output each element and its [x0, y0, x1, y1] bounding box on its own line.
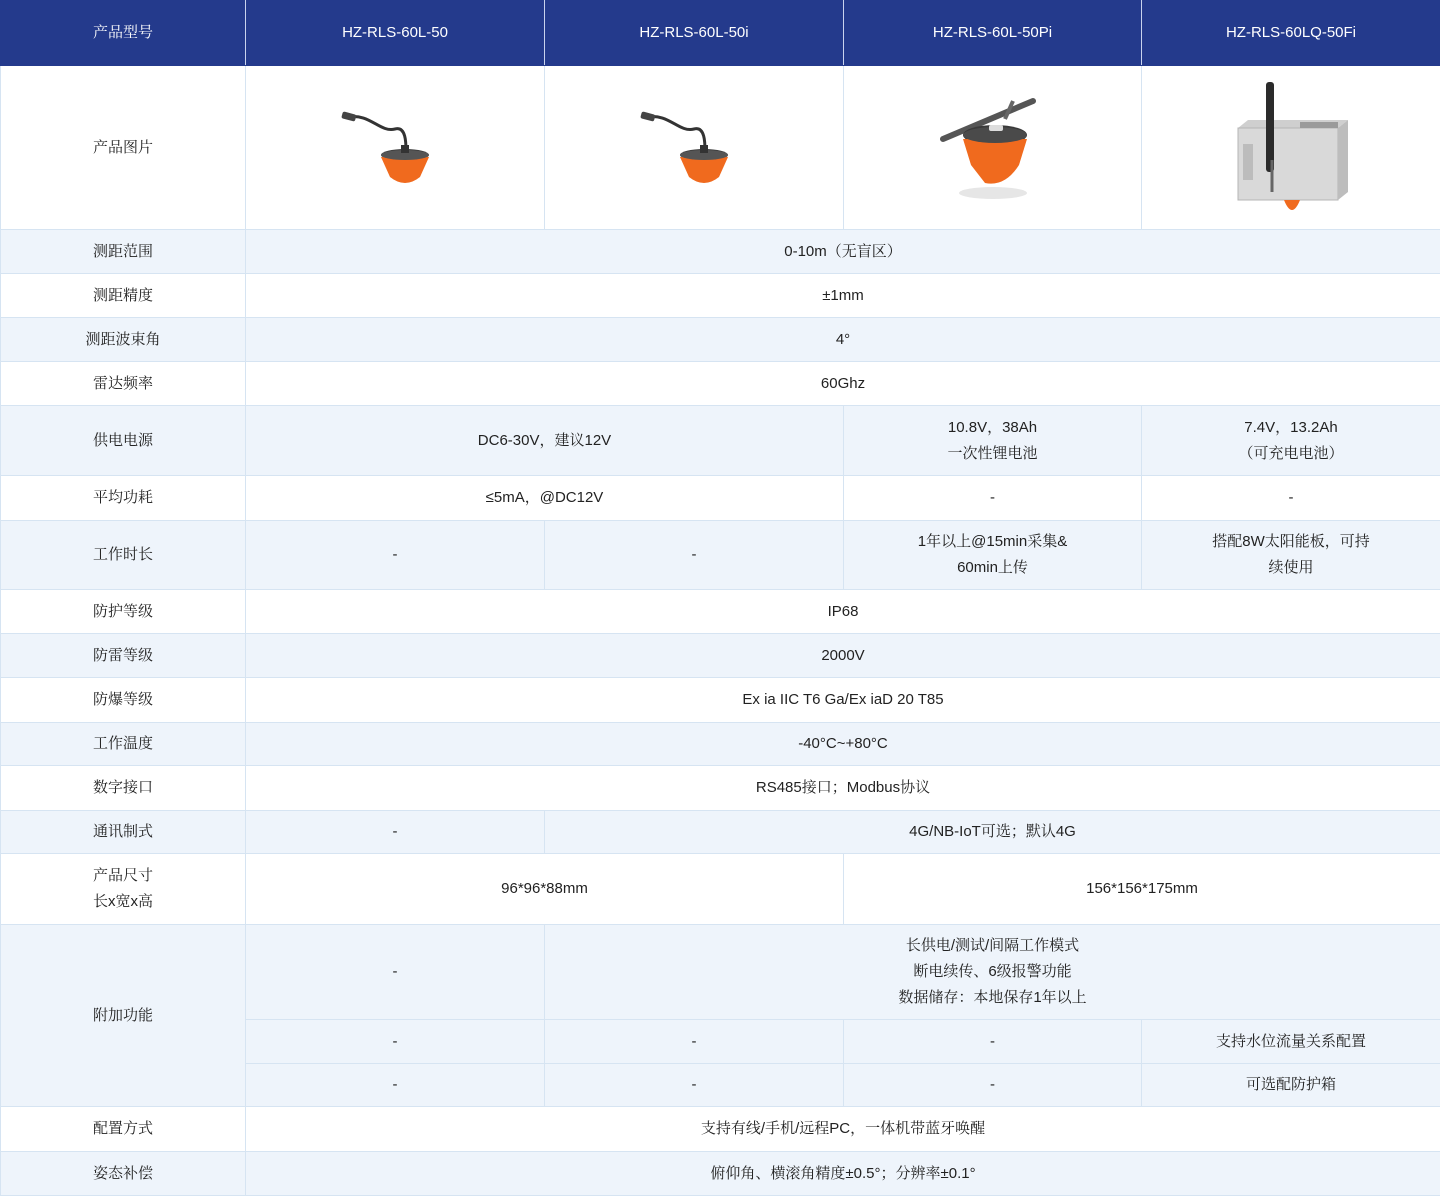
sensor-cable-image: [639, 103, 749, 193]
row-range: [1, 230, 1440, 274]
row-image: [1, 66, 1440, 230]
row-label: 产品图片: [1, 66, 246, 230]
row-lightning: [1, 634, 1440, 678]
row-value: 4°: [246, 318, 1440, 362]
row-value: 长供电/测试/间隔工作模式 断电续传、6级报警功能 数据储存：本地保存1年以上: [545, 925, 1440, 1020]
row-value: -: [545, 521, 844, 590]
row-label: 供电电源: [1, 406, 246, 476]
row-consumption: [1, 476, 1440, 521]
row-value: -: [844, 1020, 1142, 1064]
sensor-box-image: [1226, 80, 1356, 215]
row-value: RS485接口；Modbus协议: [246, 766, 1440, 811]
product-image-2: [545, 66, 844, 230]
header-row: [1, 1, 1440, 66]
row-label: 数字接口: [1, 766, 246, 811]
product-image-1: [246, 66, 545, 230]
row-value: IP68: [246, 590, 1440, 634]
row-config: [1, 1107, 1440, 1152]
row-label: 工作时长: [1, 521, 246, 590]
row-value: ≤5mA，@DC12V: [246, 476, 844, 521]
row-value: 可选配防护箱: [1142, 1064, 1440, 1107]
row-label: 平均功耗: [1, 476, 246, 521]
row-value: -: [545, 1064, 844, 1107]
row-value: 俯仰角、横滚角精度±0.5°；分辨率±0.1°: [246, 1152, 1440, 1196]
row-label: 配置方式: [1, 1107, 246, 1152]
row-extra-1: [1, 925, 1440, 1020]
row-value: 10.8V，38Ah 一次性锂电池: [844, 406, 1142, 476]
sensor-cable-image: [340, 103, 450, 193]
row-power: [1, 406, 1440, 476]
row-value: DC6-30V，建议12V: [246, 406, 844, 476]
product-image-3: [844, 66, 1142, 230]
row-label: 测距波束角: [1, 318, 246, 362]
row-value: 96*96*88mm: [246, 854, 844, 925]
header-model-3: HZ-RLS-60L-50Pi: [844, 1, 1142, 66]
row-label: 产品尺寸 长x宽x高: [1, 854, 246, 925]
row-temp: [1, 723, 1440, 766]
row-value: 支持水位流量关系配置: [1142, 1020, 1440, 1064]
row-explosion: [1, 678, 1440, 723]
row-value: 支持有线/手机/远程PC，一体机带蓝牙唤醒: [246, 1107, 1440, 1152]
row-runtime: [1, 521, 1440, 590]
row-value: -: [844, 1064, 1142, 1107]
row-freq: [1, 362, 1440, 406]
row-value: 156*156*175mm: [844, 854, 1440, 925]
row-value: -: [246, 1064, 545, 1107]
row-interface: [1, 766, 1440, 811]
row-ip: [1, 590, 1440, 634]
sensor-probe-image: [933, 93, 1053, 203]
row-label: 工作温度: [1, 723, 246, 766]
row-label: 测距精度: [1, 274, 246, 318]
row-value: -: [246, 1020, 545, 1064]
row-value: -: [1142, 476, 1440, 521]
row-label: 防雷等级: [1, 634, 246, 678]
row-value: 搭配8W太阳能板，可持 续使用: [1142, 521, 1440, 590]
row-value: Ex ia IIC T6 Ga/Ex iaD 20 T85: [246, 678, 1440, 723]
row-value: -: [844, 476, 1142, 521]
row-beam: [1, 318, 1440, 362]
header-model-2: HZ-RLS-60L-50i: [545, 1, 844, 66]
row-value: -40°C~+80°C: [246, 723, 1440, 766]
row-label: 雷达频率: [1, 362, 246, 406]
row-size: [1, 854, 1440, 925]
row-value: ±1mm: [246, 274, 1440, 318]
row-precision: [1, 274, 1440, 318]
row-value: 0-10m（无盲区）: [246, 230, 1440, 274]
row-value: -: [246, 811, 545, 854]
row-label: 防爆等级: [1, 678, 246, 723]
header-model-label: 产品型号: [1, 1, 246, 66]
row-value: -: [246, 925, 545, 1020]
row-comm: [1, 811, 1440, 854]
row-attitude: [1, 1152, 1440, 1196]
row-label: 姿态补偿: [1, 1152, 246, 1196]
row-value: 1年以上@15min采集& 60min上传: [844, 521, 1142, 590]
row-label: 附加功能: [1, 925, 246, 1107]
header-model-1: HZ-RLS-60L-50: [246, 1, 545, 66]
row-label: 防护等级: [1, 590, 246, 634]
row-value: -: [246, 521, 545, 590]
row-value: 4G/NB-IoT可选；默认4G: [545, 811, 1440, 854]
row-value: 2000V: [246, 634, 1440, 678]
row-label: 通讯制式: [1, 811, 246, 854]
row-value: 60Ghz: [246, 362, 1440, 406]
header-model-4: HZ-RLS-60LQ-50Fi: [1142, 1, 1440, 66]
row-label: 测距范围: [1, 230, 246, 274]
row-value: 7.4V，13.2Ah （可充电电池）: [1142, 406, 1440, 476]
row-value: -: [545, 1020, 844, 1064]
product-image-4: [1142, 66, 1440, 230]
